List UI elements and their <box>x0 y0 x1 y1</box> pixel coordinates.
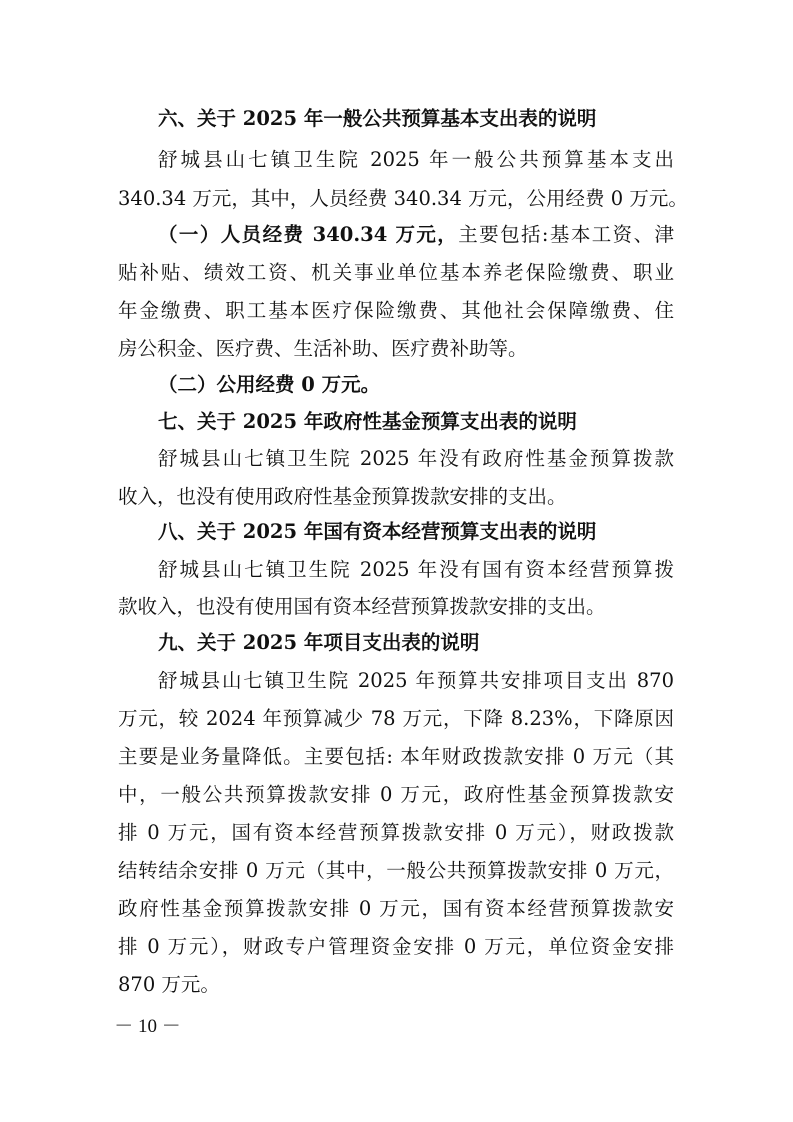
section-7-heading: 七、关于 2025 年政府性基金预算支出表的说明 <box>158 410 577 433</box>
paragraph-line: 舒城县山七镇卫生院 2025 年一般公共预算基本支出 <box>158 148 674 171</box>
paragraph-line: 870 万元。 <box>118 973 220 996</box>
paragraph-line: 舒城县山七镇卫生院 2025 年没有国有资本经营预算拨 <box>158 558 674 581</box>
section-6-heading: 六、关于 2025 年一般公共预算基本支出表的说明 <box>158 107 597 130</box>
paragraph-line: 排 0 万元），财政专户管理资金安排 0 万元，单位资金安排 <box>118 935 674 958</box>
paragraph-line: 收入，也没有使用政府性基金预算拨款安排的支出。 <box>118 485 567 508</box>
paragraph-line: 万元，较 2024 年预算减少 78 万元，下降 8.23%，下降原因 <box>118 707 674 730</box>
paragraph-line: 舒城县山七镇卫生院 2025 年预算共安排项目支出 870 <box>158 669 674 692</box>
paragraph-line: 贴补贴、绩效工资、机关事业单位基本养老保险缴费、职业 <box>118 261 674 284</box>
page-number: － 10 － <box>114 1016 181 1037</box>
section-9-heading: 九、关于 2025 年项目支出表的说明 <box>158 631 480 654</box>
paragraph-line: 舒城县山七镇卫生院 2025 年没有政府性基金预算拨款 <box>158 447 674 470</box>
paragraph-line: 中，一般公共预算拨款安排 0 万元，政府性基金预算拨款安 <box>118 783 674 806</box>
paragraph-text: 主要包括:基本工资、津 <box>458 223 674 246</box>
paragraph-line: 政府性基金预算拨款安排 0 万元，国有资本经营预算拨款安 <box>118 897 674 920</box>
paragraph-line: 款收入，也没有使用国有资本经营预算拨款安排的支出。 <box>118 595 606 618</box>
paragraph-line <box>158 216 674 254</box>
subheading-public-expenses: （二）公用经费 0 万元。 <box>158 373 381 396</box>
paragraph-line: 主要是业务量降低。主要包括: 本年财政拨款安排 0 万元（其 <box>118 745 674 768</box>
section-8-heading: 八、关于 2025 年国有资本经营预算支出表的说明 <box>158 520 597 543</box>
paragraph-line: 340.34 万元，其中，人员经费 340.34 万元，公用经费 0 万元。 <box>118 187 688 210</box>
paragraph-line: 房公积金、医疗费、生活补助、医疗费补助等。 <box>118 337 528 360</box>
paragraph-line: 年金缴费、职工基本医疗保险缴费、其他社会保障缴费、住 <box>118 299 674 322</box>
subheading-personnel-expenses: （一）人员经费 340.34 万元， <box>158 223 459 246</box>
paragraph-line: 排 0 万元，国有资本经营预算拨款安排 0 万元），财政拨款 <box>118 821 674 844</box>
paragraph-line: 结转结余安排 0 万元（其中，一般公共预算拨款安排 0 万元， <box>118 859 674 882</box>
